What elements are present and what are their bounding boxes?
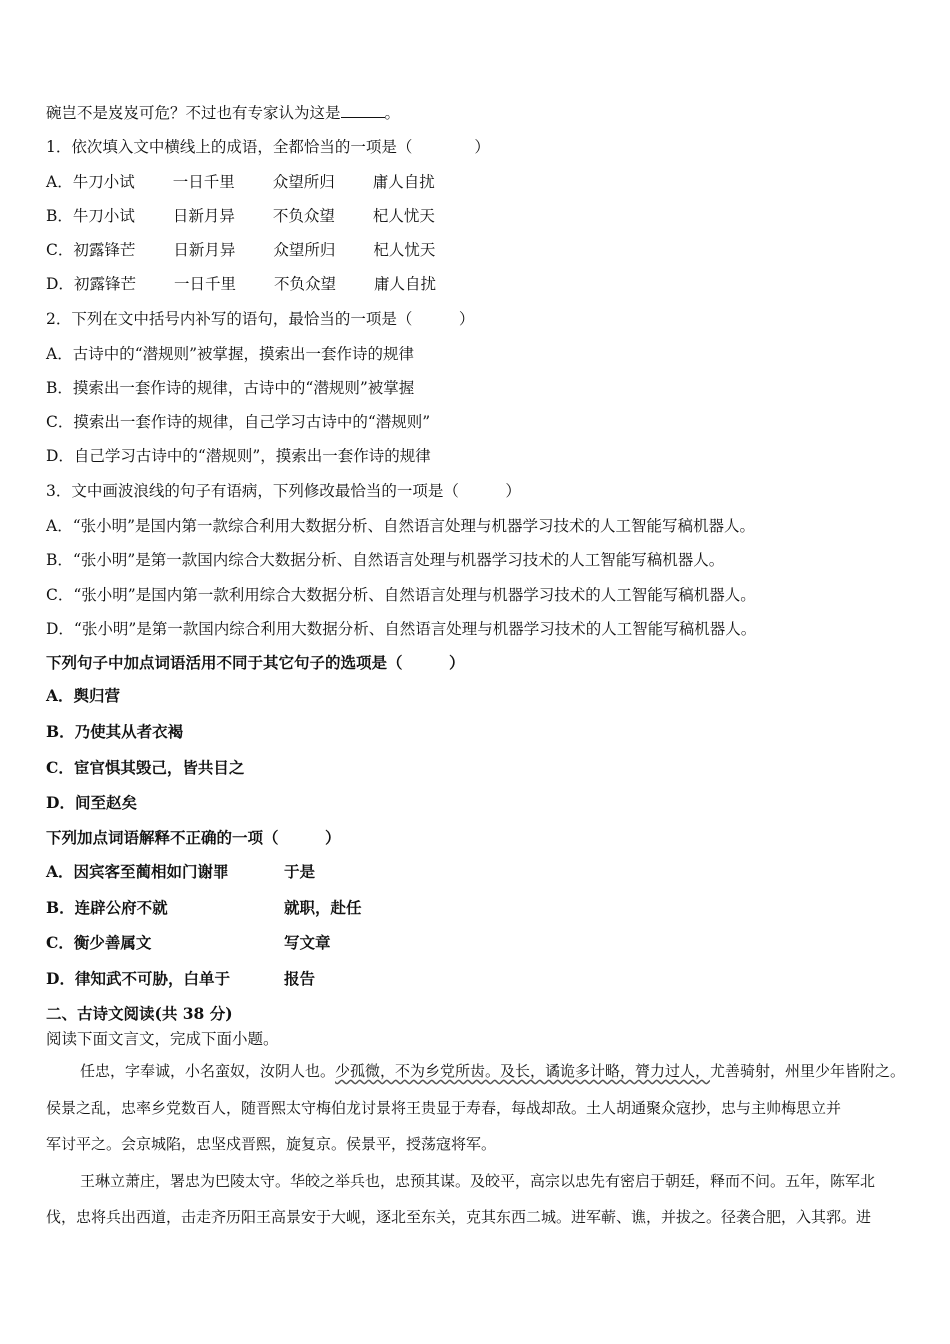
gloss: 报告 [284, 969, 316, 988]
idiom: 杞人忧天 [373, 241, 436, 259]
idiom: 初露锋芒 [73, 241, 136, 259]
q4-option-a: A．舆归营 [46, 686, 121, 705]
idiom: 庸人自扰 [372, 173, 435, 191]
q3-option-d: D．“张小明”是第一款国内综合利用大数据分析、自然语言处理与机器学习技术的人工智能写稿机器人。 [46, 620, 757, 638]
gloss: 写文章 [284, 933, 331, 952]
q4-option-d: D．间至赵矣 [46, 793, 137, 812]
section-instruction: 阅读下面文言文，完成下面小题。 [46, 1030, 279, 1048]
passage-line-3: 军讨平之。会京城陷，忠坚戍晋熙，旋复京。侯景平，授荡寇将军。 [46, 1135, 497, 1153]
idiom: 众望所归 [272, 173, 335, 191]
idiom: 庸人自扰 [373, 275, 436, 293]
q3-option-a: A．“张小明”是国内第一款综合利用大数据分析、自然语言处理与机器学习技术的人工智能写稿机器人。 [46, 517, 756, 535]
passage-line-1 [80, 1061, 905, 1081]
q2-option-c: C．摸索出一套作诗的规律，自己学习古诗中的“潜规则” [46, 413, 431, 431]
gloss: 于是 [284, 862, 316, 881]
q1-option-d [46, 274, 436, 294]
intro-text: 碗岂不是岌岌可危？不过也有专家认为这是 [46, 104, 341, 122]
idiom: 牛刀小试 [72, 207, 135, 225]
passage-text: 任忠，字奉诚，小名蛮奴，汝阴人也。 [80, 1062, 336, 1080]
wavy-underlined-text: 少孤微，不为乡党所齿。及长，谲诡多计略，膂力过人， [335, 1062, 711, 1080]
option-label: D． [46, 275, 74, 293]
q3-option-b: B．“张小明”是第一款国内综合大数据分析、自然语言处理与机器学习技术的人工智能写稿机器人。 [46, 551, 725, 569]
intro-line [46, 103, 400, 123]
q5-stem: 下列加点词语解释不正确的一项（ ） [46, 828, 341, 847]
idiom: 一日千里 [172, 173, 235, 191]
fill-blank [341, 103, 385, 118]
q1-option-b [46, 206, 435, 226]
q3-option-c: C．“张小明”是国内第一款利用综合大数据分析、自然语言处理与机器学习技术的人工智能写稿机器人。 [46, 586, 756, 604]
q4-option-c: C．宦官惧其毁己，皆共目之 [46, 758, 245, 777]
q5-option-d [46, 969, 315, 989]
q5-option-a [46, 862, 315, 882]
q1-stem: 1．依次填入文中横线上的成语，全都恰当的一项是（ ） [46, 138, 490, 156]
sentence: A．因宾客至蔺相如门谢罪 [46, 862, 229, 881]
q3-stem: 3．文中画波浪线的句子有语病，下列修改最恰当的一项是（ ） [46, 482, 521, 500]
option-label: B． [46, 207, 73, 225]
section-heading: 二、古诗文阅读(共 38 分) [46, 1004, 233, 1023]
sentence: B．连辟公府不就 [46, 898, 168, 917]
idiom: 一日千里 [173, 275, 236, 293]
idiom: 日新月异 [173, 241, 236, 259]
sentence: D．律知武不可胁，白单于 [46, 969, 230, 988]
idiom: 众望所归 [273, 241, 336, 259]
idiom: 牛刀小试 [72, 173, 135, 191]
q2-option-a: A．古诗中的“潜规则”被掌握，摸索出一套作诗的规律 [46, 345, 415, 363]
passage-text: 尤善骑射，州里少年皆附之。 [710, 1062, 906, 1080]
q4-stem: 下列句子中加点词语活用不同于其它句子的选项是（ ） [46, 653, 465, 672]
idiom: 不负众望 [273, 275, 336, 293]
q1-option-c [46, 240, 435, 260]
q2-option-b: B．摸索出一套作诗的规律，古诗中的“潜规则”被掌握 [46, 379, 415, 397]
option-label: A． [46, 173, 73, 191]
sentence: C．衡少善属文 [46, 933, 152, 952]
passage-line-2: 侯景之乱，忠率乡党数百人，随晋熙太守梅伯龙讨景将王贵显于寿春，每战却敌。土人胡通聚众寇抄，忠与主帅梅思立并 [46, 1099, 842, 1117]
q5-option-c [46, 933, 331, 953]
q5-option-b [46, 898, 362, 918]
idiom: 不负众望 [272, 207, 335, 225]
q4-option-b: B．乃使其从者衣褐 [46, 722, 184, 741]
idiom: 初露锋芒 [73, 275, 136, 293]
idiom: 日新月异 [172, 207, 235, 225]
gloss: 就职，赴任 [284, 898, 362, 917]
passage-line-4: 王琳立萧庄，署忠为巴陵太守。华皎之举兵也，忠预其谋。及皎平，高宗以忠先有密启于朝廷，释而不问。五年，陈军北 [80, 1172, 876, 1190]
q1-option-a [46, 172, 435, 192]
passage-line-5: 伐，忠将兵出西道，击走齐历阳王高景安于大岘，逐北至东关，克其东西二城。进军蕲、谯，并拔之。径袭合肥，入其郛。进 [46, 1208, 872, 1226]
q2-option-d: D．自己学习古诗中的“潜规则”，摸索出一套作诗的规律 [46, 447, 431, 465]
idiom: 杞人忧天 [372, 207, 435, 225]
q2-stem: 2．下列在文中括号内补写的语句，最恰当的一项是（ ） [46, 310, 475, 328]
option-label: C． [46, 241, 74, 259]
intro-end: 。 [384, 104, 401, 122]
